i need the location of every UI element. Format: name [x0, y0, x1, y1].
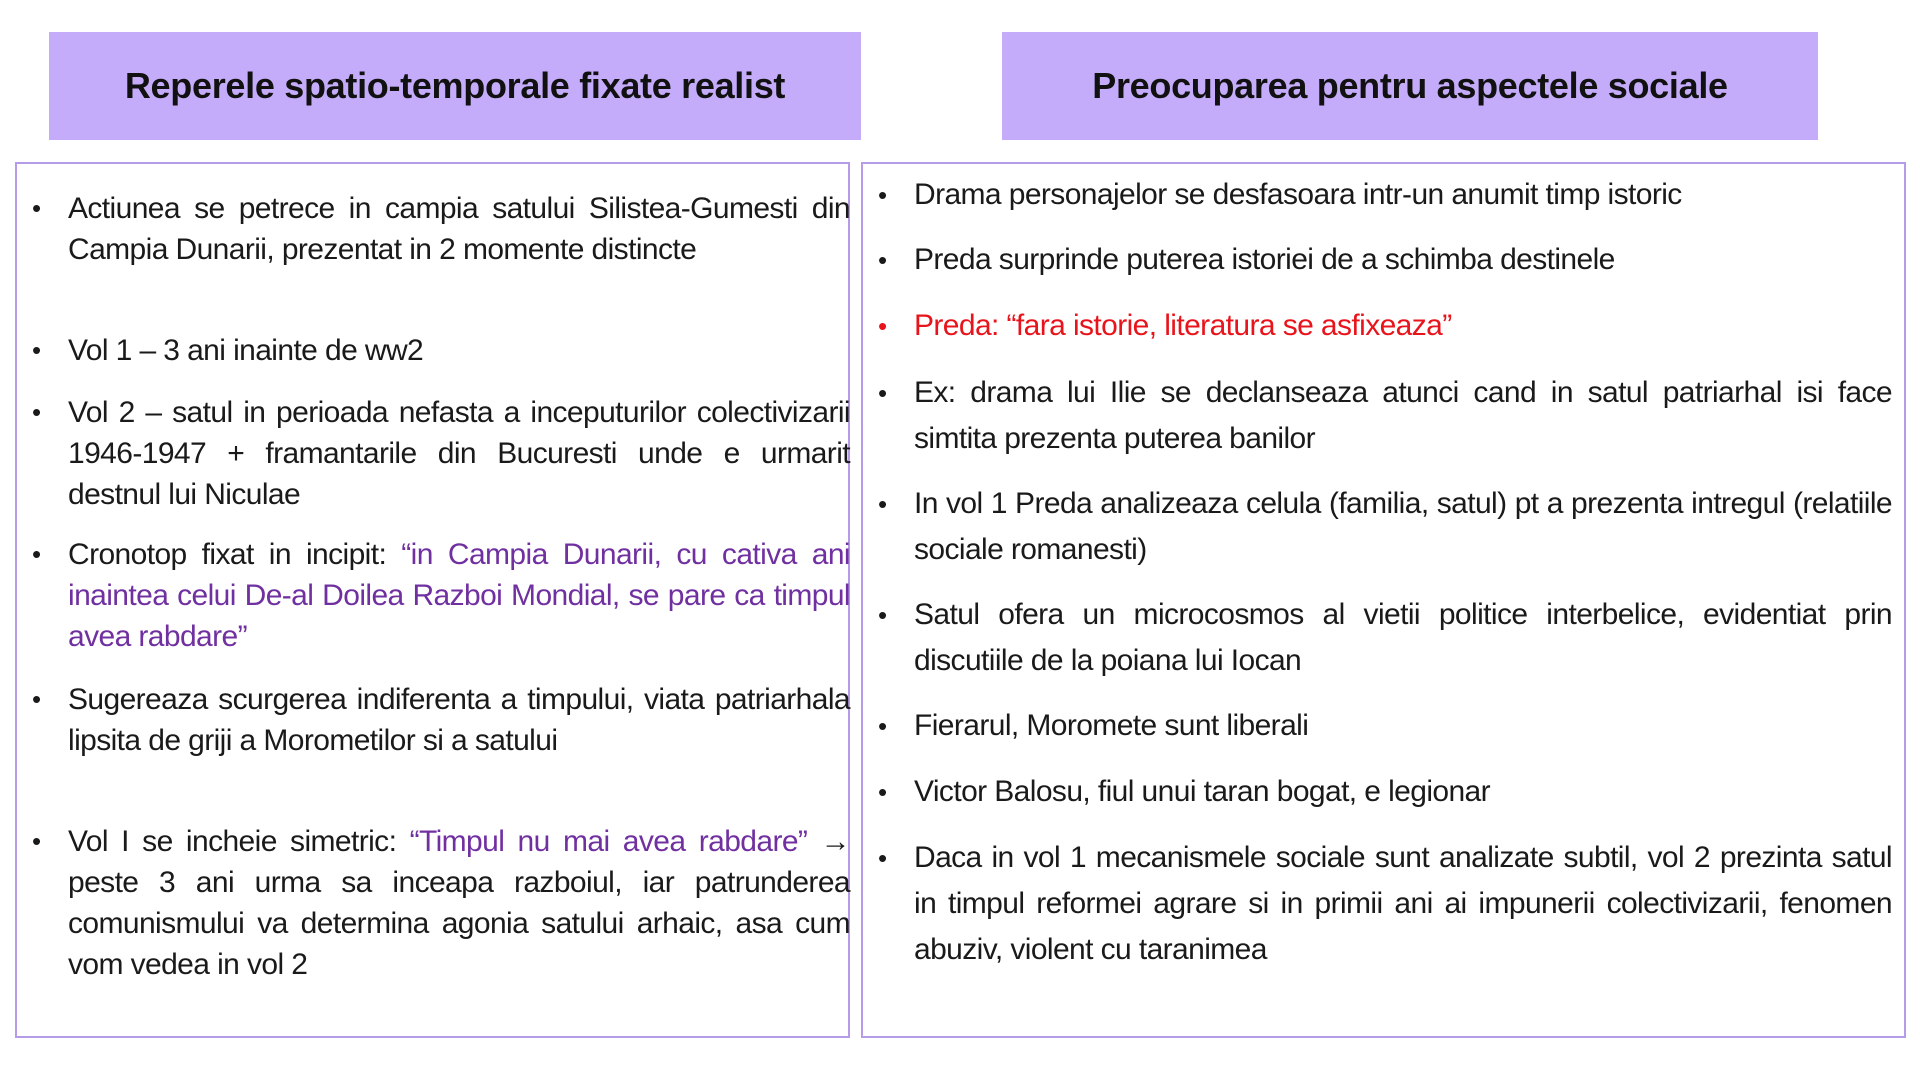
list-item: • Victor Balosu, fiul unui taran bogat, e legionar: [914, 769, 1892, 815]
list-item: • Vol 1 – 3 ani inainte de ww2: [68, 330, 850, 371]
list-item: • Preda surprinde puterea istoriei de a schimba destinele: [914, 237, 1892, 283]
bullet-icon: •: [32, 193, 41, 223]
list-item: • Drama personajelor se desfasoara intr-un anumit timp istoric: [914, 172, 1892, 218]
list-item: • Cronotop fixat in incipit: “in Campia Dunarii, cu cativa ani inaintea celui De-al Doilea Razboi Mondial, se pare ca timpul avea rabdare”: [68, 534, 850, 657]
bullet-icon: •: [878, 311, 887, 341]
bullet-icon: •: [878, 777, 887, 807]
left-column-title: Reperele spatio-temporale fixate realist: [124, 65, 786, 106]
left-column-header: [49, 32, 861, 140]
bullet-icon: •: [878, 489, 887, 519]
list-item: • Actiunea se petrece in campia satului Silistea-Gumesti din Campia Dunarii, prezentat in 2 momente distincte: [68, 188, 850, 270]
bullet-icon: •: [878, 245, 887, 275]
list-item: • Vol 2 – satul in perioada nefasta a inceputurilor colectivizarii 1946-1947 + framantarile din Bucuresti unde e urmarit destnul lui Niculae: [68, 392, 850, 515]
bullet-icon: •: [878, 180, 887, 210]
incipit-quote: “in Campia Dunarii, cu cativa ani inaintea celui De-al Doilea Razboi Mondial, se pare ca timpul avea rabdare”: [68, 538, 850, 653]
list-item: • Fierarul, Moromete sunt liberali: [914, 703, 1892, 749]
right-content-box: [861, 162, 1906, 1038]
bullet-icon: •: [32, 539, 41, 569]
bullet-icon: •: [878, 378, 887, 408]
ending-quote: “Timpul nu mai avea rabdare”: [409, 825, 808, 858]
bullet-icon: •: [878, 600, 887, 630]
bullet-icon: •: [32, 397, 41, 427]
right-column-title: Preocuparea pentru aspectele sociale: [1092, 65, 1728, 106]
right-column-header: [1002, 32, 1818, 140]
list-item: • Satul ofera un microcosmos al vietii politice interbelice, evidentiat prin discutiile de la poiana lui Iocan: [914, 592, 1892, 684]
bullet-icon: •: [32, 684, 41, 714]
bullet-icon: •: [32, 335, 41, 365]
bullet-icon: •: [878, 711, 887, 741]
bullet-icon: •: [878, 843, 887, 873]
list-item: • Sugereaza scurgerea indiferenta a timpului, viata patriarhala lipsita de griji a Morometilor si a satului: [68, 679, 850, 761]
arrow-right-icon: →: [820, 825, 850, 858]
list-item-highlighted-quote: • Preda: “fara istorie, literatura se asfixeaza”: [914, 303, 1892, 349]
bullet-icon: •: [32, 826, 41, 856]
left-content-box: [15, 162, 850, 1038]
list-item: • In vol 1 Preda analizeaza celula (familia, satul) pt a prezenta intregul (relatiile sociale romanesti): [914, 481, 1892, 573]
list-item: • Vol I se incheie simetric: “Timpul nu mai avea rabdare” → peste 3 ani urma sa inceapa razboiul, iar patrunderea comunismului va determina agonia satului arhaic, asa cum vom vedea in vol 2: [68, 821, 850, 985]
list-item: • Daca in vol 1 mecanismele sociale sunt analizate subtil, vol 2 prezinta satul in timpul reformei agrare si in primii ani ai impunerii colectivizarii, fenomen abuziv, violent cu taranimea: [914, 835, 1892, 973]
list-item: • Ex: drama lui Ilie se declanseaza atunci cand in satul patriarhal isi face simtita prezenta puterea banilor: [914, 370, 1892, 462]
